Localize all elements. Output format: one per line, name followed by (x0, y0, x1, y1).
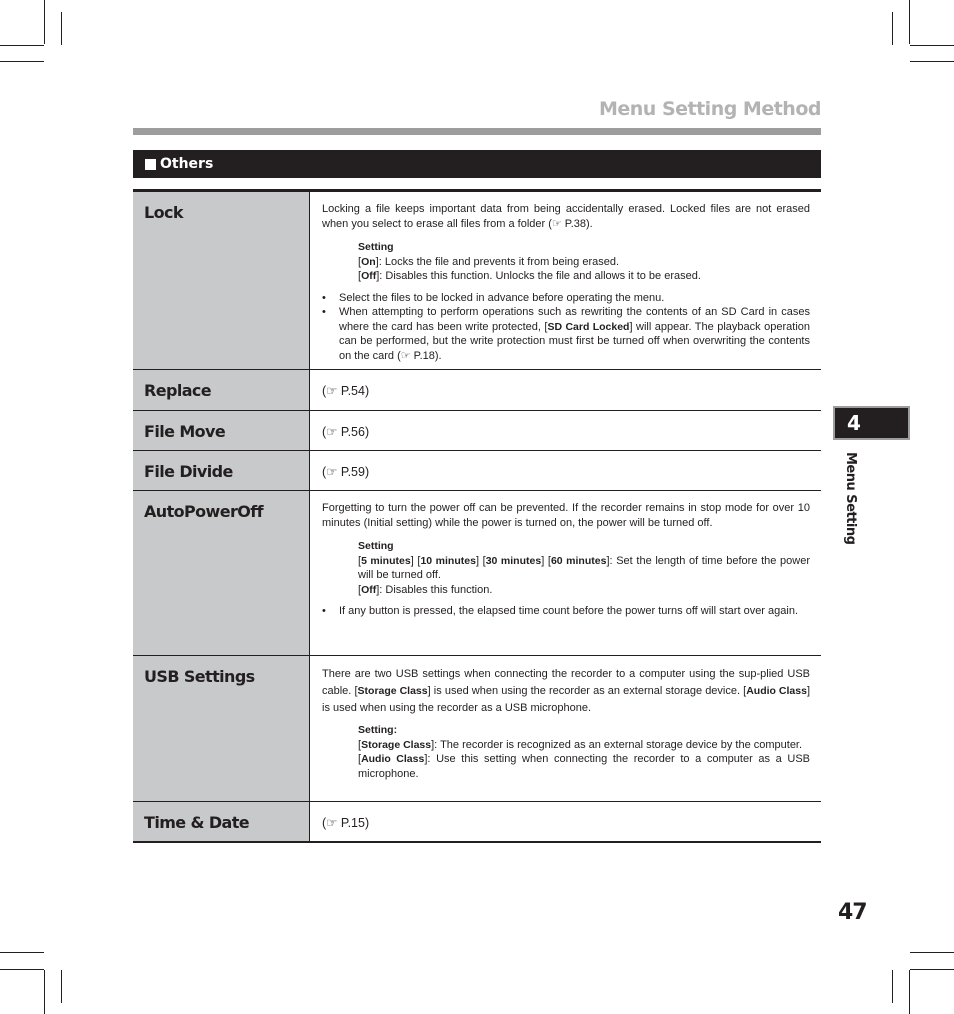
description-part: There are two USB settings when connecting the recorder to a computer using the sup-plied USB cable. [ (322, 668, 810, 697)
crop-mark (910, 952, 954, 953)
option-desc: : The recorder is recognized as an external storage device by the computer. (434, 738, 803, 751)
setting-title: Setting: (358, 724, 398, 736)
page-header-title: Menu Setting Method (598, 98, 821, 120)
setting-option: [Audio Class]: Use this setting when connecting the recorder to a computer as a USB microphone. (358, 753, 810, 780)
option-key: Audio Class (361, 753, 425, 765)
description-text: Locking a file keeps important data from being accidentally erased. Locked files are not erased when you select to erase all files from a folder (☞ P.38). (322, 203, 810, 230)
row-description (310, 656, 821, 801)
crop-mark (0, 61, 44, 62)
row-label: Lock (133, 192, 310, 369)
option-desc: : Disables this function. (379, 583, 493, 596)
chapter-number: 4 (847, 411, 861, 435)
row-description (310, 451, 821, 490)
setting-title: Setting (358, 241, 394, 253)
crop-mark (44, 0, 45, 44)
crop-mark (61, 12, 62, 45)
chapter-label: Menu Setting (843, 452, 858, 545)
row-label: File Divide (133, 451, 310, 490)
table-row-usb-settings (133, 655, 821, 801)
option-key: 5 minutes (361, 554, 411, 567)
table-row-replace (133, 369, 821, 410)
page-reference: (☞ P.54) (322, 384, 370, 398)
list-item: • If any button is pressed, the elapsed time count before the power turns off will start over again. (322, 604, 810, 619)
option-desc: : Set the length of time before the power will be turned off. (358, 554, 811, 581)
row-description (310, 370, 821, 410)
row-label: Time & Date (133, 802, 310, 841)
note-text: ] will appear. The playback operation can be performed, but the write protection must first be turned off when overwriting the contents on the card (☞ P.18). (339, 320, 811, 362)
setting-option: [5 minutes] [10 minutes] [30 minutes] [60 minutes]: Set the length of time before the power will be turned off. (358, 554, 811, 581)
description-text: Forgetting to turn the power off can be prevented. If the recorder remains in stop mode for over 10 minutes (Initial setting) while the power is turned on, the power will be turned off. (322, 502, 810, 529)
page-number: 47 (838, 900, 867, 925)
row-description (310, 192, 821, 369)
description-part: ] is used when using the recorder as a USB microphone. (322, 685, 811, 714)
crop-mark (910, 45, 954, 46)
note-text: When attempting to perform operations such as rewriting the contents of an SD Card in cases where the card has been write protected, [ (339, 306, 810, 333)
note-list (322, 291, 810, 364)
option-key: Off (361, 270, 377, 282)
note-list (322, 604, 810, 619)
setting-block (358, 240, 810, 284)
crop-mark (910, 969, 954, 970)
option-key: Off (361, 583, 377, 596)
list-item (322, 305, 810, 363)
row-label: File Move (133, 411, 310, 450)
crop-mark (909, 0, 910, 44)
option-key: On (361, 255, 376, 268)
setting-option: [Storage Class]: The recorder is recognized as an external storage device by the computer. (358, 738, 803, 751)
table-row-file-move (133, 410, 821, 450)
setting-title: Setting (358, 540, 394, 552)
list-item: • Select the files to be locked in advance before operating the menu. (322, 291, 810, 306)
section-title: Others (160, 156, 214, 172)
table-row-autopoweroff (133, 490, 821, 655)
chapter-tab (833, 406, 910, 440)
option-key: 30 minutes (485, 554, 542, 567)
page-reference: (☞ P.59) (322, 465, 370, 479)
crop-mark (892, 12, 893, 45)
description-text (322, 666, 810, 717)
setting-option: [Off]: Disables this function. (358, 583, 493, 596)
crop-mark (61, 970, 62, 1003)
row-label: USB Settings (133, 656, 310, 801)
option-key: SD Card Locked (547, 320, 630, 333)
table-row-time-date (133, 801, 821, 841)
setting-option: [On]: Locks the file and prevents it from being erased. (358, 255, 620, 268)
crop-mark (0, 45, 44, 46)
crop-mark (0, 969, 44, 970)
settings-table (133, 189, 821, 843)
page-reference: (☞ P.56) (322, 425, 370, 439)
row-label: Replace (133, 370, 310, 410)
row-label: AutoPowerOff (133, 491, 310, 655)
row-description (310, 802, 821, 841)
row-description (310, 411, 821, 450)
option-key: Storage Class (357, 685, 428, 697)
option-desc: : Locks the file and prevents it from being erased. (378, 255, 620, 268)
crop-mark (0, 952, 44, 953)
row-description (310, 491, 821, 655)
table-row-lock (133, 192, 821, 369)
crop-mark (909, 970, 910, 1014)
section-heading (133, 150, 821, 178)
crop-mark (44, 970, 45, 1014)
header-rule (133, 128, 821, 135)
crop-mark (892, 970, 893, 1003)
square-bullet-icon (145, 159, 156, 170)
option-key: 60 minutes (550, 554, 607, 567)
option-key: Audio Class (746, 685, 807, 697)
description-part: ] is used when using the recorder as an external storage device. [ (427, 685, 747, 697)
option-desc: : Use this setting when connecting the recorder to a computer as a USB microphone. (358, 753, 810, 780)
setting-block (358, 723, 810, 781)
option-key: Storage Class (361, 738, 432, 751)
page-reference: (☞ P.15) (322, 816, 370, 830)
setting-block (358, 539, 810, 597)
table-row-file-divide (133, 450, 821, 490)
setting-option: [Off]: Disables this function. Unlocks the file and allows it to be erased. (358, 270, 701, 282)
option-desc: : Disables this function. Unlocks the file and allows it to be erased. (379, 270, 701, 282)
crop-mark (910, 61, 954, 62)
option-key: 10 minutes (420, 554, 476, 567)
